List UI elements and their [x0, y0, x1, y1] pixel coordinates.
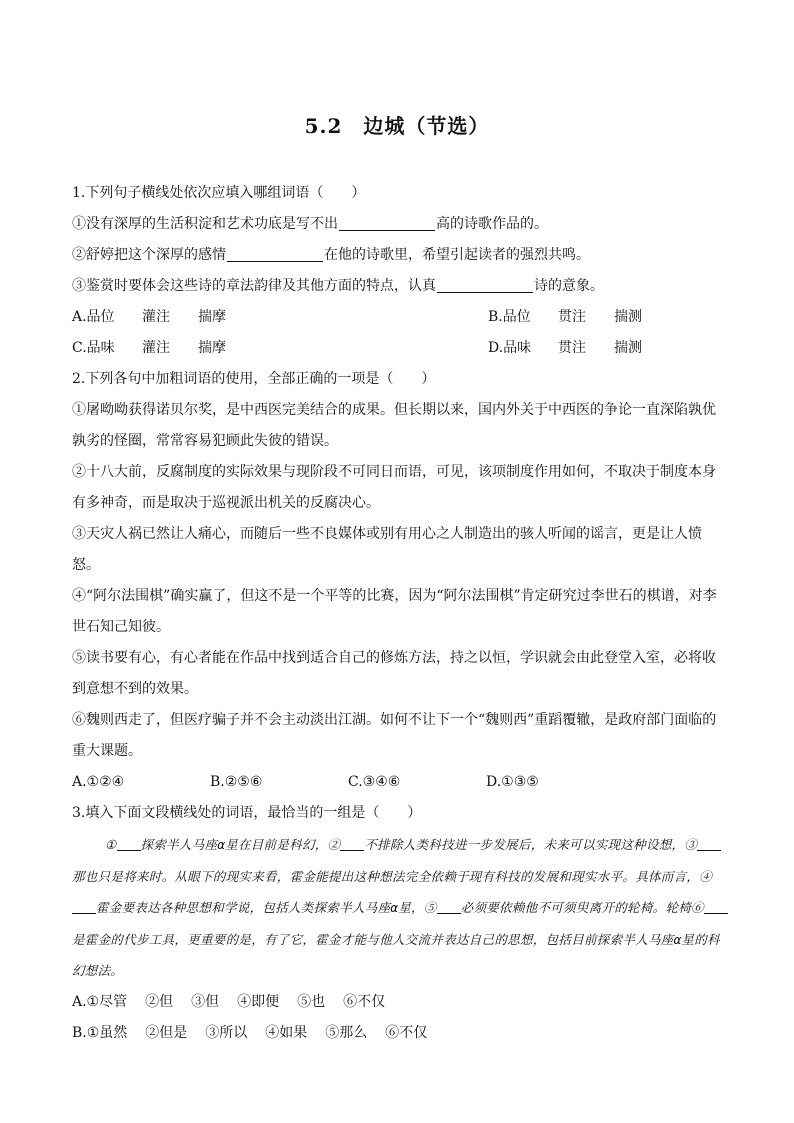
option-word: 揣摩 — [198, 309, 226, 325]
q1-s3-text-b: 诗的意象。 — [534, 278, 604, 294]
answer-blank — [72, 900, 96, 914]
q1-s2-text-a: ②舒婷把这个深厚的感情 — [72, 247, 226, 263]
q1-option-c — [72, 333, 488, 364]
q1-option-d — [488, 333, 642, 364]
option-word: 揣测 — [614, 309, 642, 325]
q3-option-a — [72, 987, 728, 1018]
q1-option-b — [488, 302, 642, 333]
q2-sentence-6: ⑥魏则西走了，但医疗骗子并不会主动淡出江湖。如何不让下一个“魏则西”重蹈覆辙，是政府部门面临的重大课题。 — [72, 712, 717, 759]
passage-text: 是霍金的代步工具，更重要的是，有了它，霍金才能与他人交流并表达自己的思想，包括目前探索半人马座α星的科幻想法。 — [72, 931, 720, 978]
option-word: 灌注 — [142, 309, 170, 325]
q2-option-d: D.①③⑤ — [486, 774, 539, 790]
question-content — [72, 178, 728, 1049]
q1-stem: 1.下列句子横线处依次应填入哪组词语（ ） — [72, 185, 366, 201]
q2-sentence-5: ⑤读书要有心，有心者能在作品中找到适合自己的修炼方法，持之以恒，学识就会由此登堂入室，必将收到意想不到的效果。 — [72, 650, 716, 697]
q2-option-b: B.②⑤⑥ — [210, 774, 263, 790]
page-title: 5.2 边城（节选） — [304, 114, 490, 138]
q1-sentence-3 — [72, 271, 728, 302]
option-item: ③但 — [191, 993, 220, 1010]
q2-sentence-2: ②十八大前，反腐制度的实际效果与现阶段不可同日而语，可见，该项制度作用如何，不取决于制度本身有多神奇，而是取决于巡视派出机关的反腐决心。 — [72, 464, 716, 511]
option-word: 揣摩 — [198, 340, 226, 356]
q1-s1-text-a: ①没有深厚的生活积淀和艺术功底是写不出 — [72, 216, 338, 232]
option-label: C.品味 — [72, 340, 115, 356]
option-item: ⑤那么 — [325, 1024, 368, 1041]
passage-text: 那也只是将来时。从眼下的现实来看，霍金能提出这种想法完全依赖于现有科技的发展和现实水平。具体而言，④ — [72, 868, 713, 884]
option-item: ④如果 — [265, 1024, 308, 1041]
q1-sentence-2 — [72, 240, 728, 271]
option-label: A.品位 — [72, 309, 115, 325]
q2-sentence-1: ①屠呦呦获得诺贝尔奖，是中西医完美结合的成果。但长期以来，国内外关于中西医的争论一直深陷孰优孰劣的怪圈，常常容易犯顾此失彼的错误。 — [72, 402, 716, 449]
option-label: B.品位 — [488, 309, 531, 325]
q1-s2-text-b: 在他的诗歌里，希望引起读者的强烈共鸣。 — [324, 247, 590, 263]
option-item: ②但 — [145, 993, 174, 1010]
q1-sentence-1 — [72, 209, 728, 240]
q1-options-row-2 — [72, 333, 728, 364]
option-word: 揣测 — [614, 340, 642, 356]
option-item: ⑤也 — [297, 993, 326, 1010]
option-item: ③所以 — [205, 1024, 248, 1041]
q1-s3-text-a: ③鉴赏时要体会这些诗的章法韵律及其他方面的特点，认真 — [72, 278, 436, 294]
passage-text: 不排除人类科技进一步发展后，未来可以实现这种设想，③ — [364, 837, 698, 852]
answer-blank — [339, 214, 435, 231]
option-word: 贯注 — [558, 340, 586, 356]
q2-sentence-4: ④“阿尔法围棋”确实赢了，但这不是一个平等的比赛，因为“阿尔法围棋”肯定研究过李世石的棋谱，对李世石知己知彼。 — [72, 588, 717, 635]
q3-option-b — [72, 1018, 728, 1049]
option-item: B.①虽然 — [72, 1024, 128, 1041]
passage-text: 探索半人马座α星在目前是科幻，② — [140, 837, 341, 852]
q2-stem: 2.下列各句中加粗词语的使用，全部正确的一项是（ ） — [72, 371, 436, 387]
passage-text: ① — [105, 837, 117, 852]
answer-blank — [227, 245, 323, 262]
option-item: ④即便 — [237, 993, 280, 1010]
q2-sentence-3: ③天灾人祸已然让人痛心，而随后一些不良媒体或别有用心之人制造出的骇人听闻的谣言，更是让人愤怒。 — [72, 526, 702, 573]
q3-passage — [72, 829, 728, 987]
passage-text: 霍金要表达各种思想和学说，包括人类探索半人马座α星，⑤ — [96, 900, 437, 915]
answer-blank — [704, 900, 728, 914]
passage-text: 必须要依赖他不可须臾离开的轮椅。轮椅⑥ — [460, 900, 704, 915]
answer-blank — [697, 837, 721, 851]
option-label: D.品味 — [488, 340, 532, 356]
option-item: ⑥不仅 — [343, 993, 386, 1010]
option-item: ⑥不仅 — [385, 1024, 428, 1041]
q2-options — [72, 767, 728, 798]
answer-blank — [437, 276, 533, 293]
q3-stem: 3.填入下面文段横线处的词语，最恰当的一组是（ ） — [72, 805, 422, 821]
answer-blank — [340, 837, 364, 851]
option-item: ②但是 — [145, 1024, 188, 1041]
option-item: A.①尽管 — [72, 993, 128, 1010]
q1-option-a — [72, 302, 488, 333]
q1-s1-text-b: 高的诗歌作品的。 — [436, 216, 548, 232]
option-word: 灌注 — [142, 340, 170, 356]
q2-option-a: A.①②④ — [72, 774, 125, 790]
answer-blank — [117, 837, 141, 851]
q1-options-row-1 — [72, 302, 728, 333]
q2-option-c: C.③④⑥ — [348, 774, 401, 790]
option-word: 贯注 — [558, 309, 586, 325]
answer-blank — [437, 900, 461, 914]
